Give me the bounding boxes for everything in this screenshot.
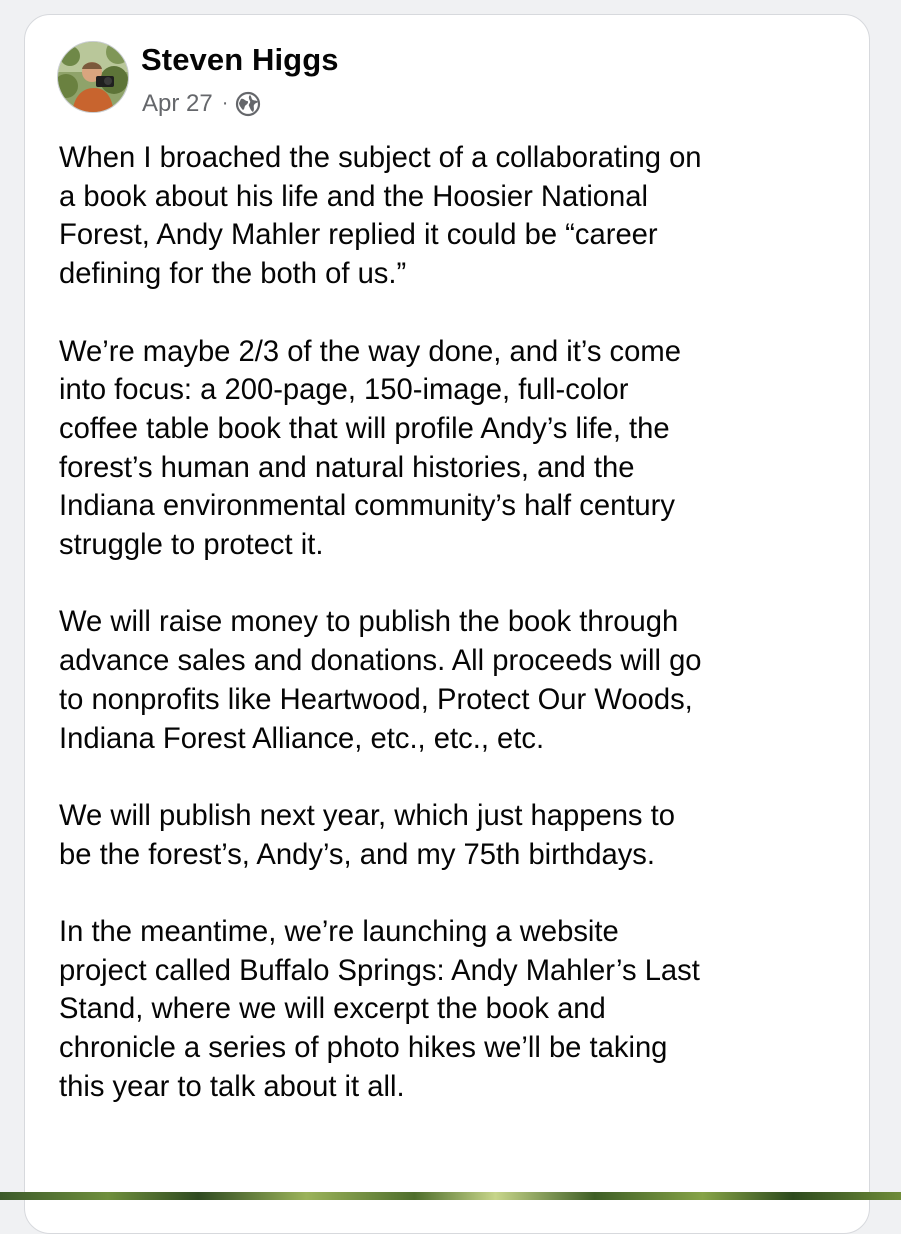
text-line: advance sales and donations. All proceeds will go	[59, 645, 702, 678]
text-line: Indiana environmental community’s half century	[59, 490, 675, 523]
text-line: We will raise money to publish the book through	[59, 606, 679, 639]
text-line: be the forest’s, Andy’s, and my 75th birthdays.	[59, 838, 655, 871]
text-line: When I broached the subject of a collaborating on	[59, 142, 702, 174]
paragraph	[59, 913, 859, 1107]
paragraph	[59, 139, 859, 294]
meta-separator: ·	[221, 91, 229, 114]
globe-icon[interactable]	[235, 91, 261, 117]
paragraph	[59, 333, 859, 565]
post-header	[57, 39, 757, 119]
attached-photo-edge[interactable]	[0, 1192, 901, 1200]
text-line: coffee table book that will profile Andy’s life, the	[59, 412, 670, 445]
text-line: We will publish next year, which just happens to	[59, 799, 675, 832]
post-meta	[142, 87, 261, 121]
author-name[interactable]: Steven Higgs	[141, 42, 339, 77]
text-line: Stand, where we will excerpt the book and	[59, 993, 606, 1026]
post-body	[59, 139, 859, 1107]
text-line: We’re maybe 2/3 of the way done, and it’s come	[59, 335, 681, 368]
text-line: into focus: a 200-page, 150-image, full-color	[59, 374, 629, 407]
post-card	[24, 14, 870, 1234]
post-date[interactable]: Apr 27	[142, 90, 213, 117]
text-line: forest’s human and natural histories, and the	[59, 451, 635, 484]
text-line: Indiana Forest Alliance, etc., etc., etc.	[59, 722, 545, 755]
author-avatar[interactable]	[57, 41, 129, 113]
text-line: chronicle a series of photo hikes we’ll be taking	[59, 1032, 668, 1065]
text-line: Forest, Andy Mahler replied it could be “career	[59, 219, 658, 252]
text-line: In the meantime, we’re launching a website	[59, 916, 619, 948]
text-line: this year to talk about it all.	[59, 1070, 405, 1103]
text-line: to nonprofits like Heartwood, Protect Our Woods,	[59, 683, 693, 716]
text-line: defining for the both of us.”	[59, 258, 407, 291]
avatar-photo-icon	[58, 42, 129, 113]
text-line: project called Buffalo Springs: Andy Mahler’s Last	[59, 954, 700, 987]
text-line: a book about his life and the Hoosier National	[59, 180, 648, 213]
text-line: struggle to protect it.	[59, 529, 324, 562]
paragraph	[59, 797, 859, 874]
paragraph	[59, 603, 859, 758]
